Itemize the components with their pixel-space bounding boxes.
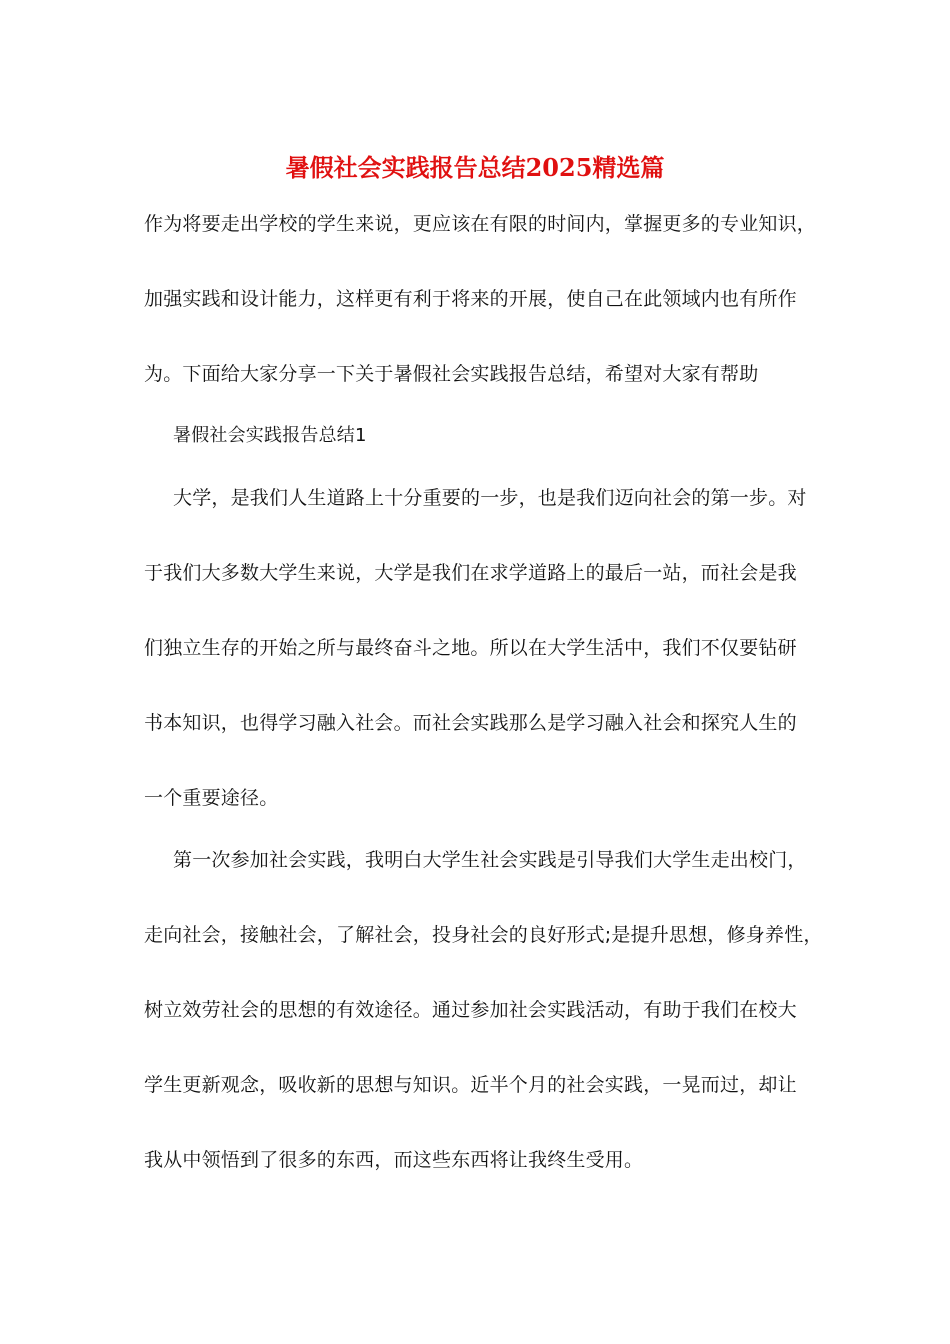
paragraph-1-line-3: 们独立生存的开始之所与最终奋斗之地。所以在大学生活中，我们不仅要钻研 xyxy=(144,637,797,659)
intro-line-3: 为。下面给大家分享一下关于暑假社会实践报告总结，希望对大家有帮助 xyxy=(144,363,759,385)
paragraph-2-line-5: 我从中领悟到了很多的东西，而这些东西将让我终生受用。 xyxy=(144,1149,644,1171)
paragraph-2-line-3: 树立效劳社会的思想的有效途径。通过参加社会实践活动，有助于我们在校大 xyxy=(144,999,797,1021)
section-heading: 暑假社会实践报告总结1 xyxy=(173,425,367,446)
document-title: 暑假社会实践报告总结2025精选篇 xyxy=(285,153,665,182)
paragraph-1-line-1: 大学，是我们人生道路上十分重要的一步，也是我们迈向社会的第一步。对 xyxy=(173,487,807,509)
paragraph-2-line-4: 学生更新观念，吸收新的思想与知识。近半个月的社会实践，一晃而过，却让 xyxy=(144,1074,797,1096)
intro-line-2: 加强实践和设计能力，这样更有利于将来的开展，使自己在此领域内也有所作 xyxy=(144,288,797,310)
paragraph-2-line-1: 第一次参加社会实践，我明白大学生社会实践是引导我们大学生走出校门， xyxy=(173,849,807,871)
intro-line-1: 作为将要走出学校的学生来说，更应该在有限的时间内，掌握更多的专业知识， xyxy=(144,213,817,235)
paragraph-1-line-4: 书本知识，也得学习融入社会。而社会实践那么是学习融入社会和探究人生的 xyxy=(144,712,797,734)
paragraph-1-line-5: 一个重要途径。 xyxy=(144,787,279,809)
paragraph-2-line-2: 走向社会，接触社会，了解社会，投身社会的良好形式;是提升思想，修身养性， xyxy=(144,924,823,946)
paragraph-1-line-2: 于我们大多数大学生来说，大学是我们在求学道路上的最后一站，而社会是我 xyxy=(144,562,797,584)
